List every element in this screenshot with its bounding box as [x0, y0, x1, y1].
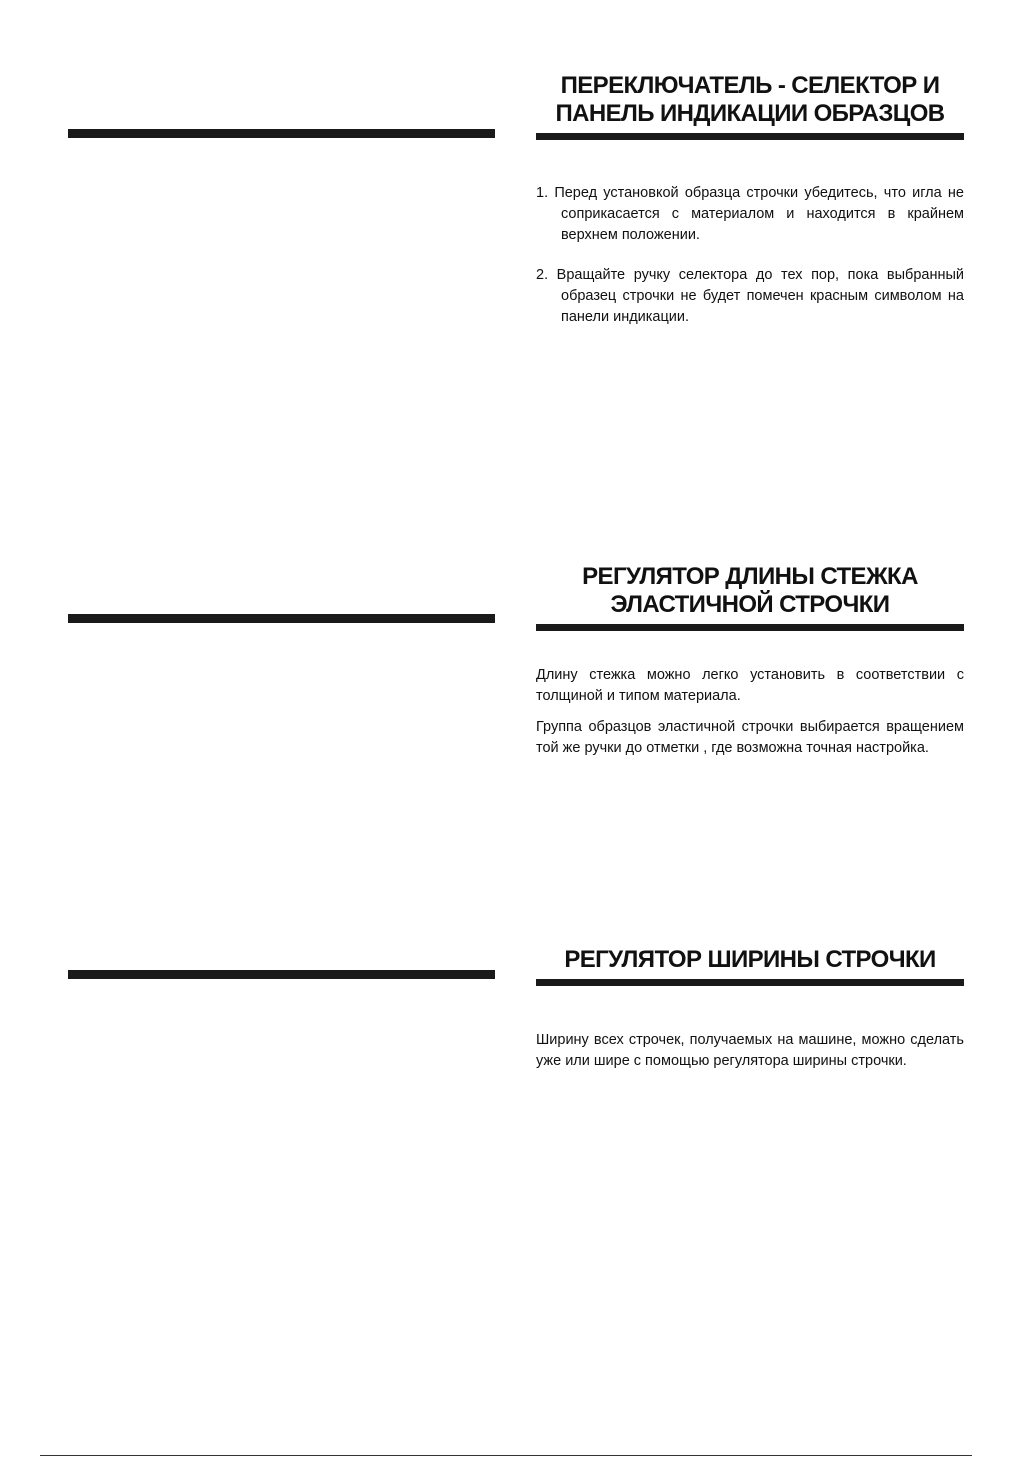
section-heading: [536, 946, 964, 986]
page-bottom-rule: [40, 1455, 972, 1456]
section-stitch-length: [536, 563, 964, 759]
left-column-rule-3: [68, 970, 495, 979]
heading-line: ПАНЕЛЬ ИНДИКАЦИИ ОБРАЗЦОВ: [555, 100, 945, 127]
section-heading: [536, 563, 964, 631]
body-paragraph: Группа образцов эластичной строчки выбирается вращением той же ручки до отметки , где возможна точная настройка.: [536, 719, 964, 756]
instruction-item: 1. Перед установкой образца строчки убедитесь, что игла не соприкасается с материалом и находится в крайнем верхнем положении.: [536, 185, 964, 243]
left-column-rule-2: [68, 614, 495, 623]
left-column-rule-1: [68, 129, 495, 138]
heading-line: РЕГУЛЯТОР ДЛИНЫ СТЕЖКА: [582, 563, 918, 590]
section-heading: [536, 72, 964, 140]
heading-line: ЭЛАСТИЧНОЙ СТРОЧКИ: [610, 591, 890, 618]
body-paragraph: Ширину всех строчек, получаемых на машине, можно сделать уже или шире с помощью регулятора ширины строчки.: [536, 1032, 964, 1069]
instruction-item: 2. Вращайте ручку селектора до тех пор, пока выбранный образец строчки не будет помечен красным символом на панели индикации.: [536, 267, 964, 325]
heading-line: ПЕРЕКЛЮЧАТЕЛЬ - СЕЛЕКТОР И: [560, 72, 940, 99]
section-stitch-width: [536, 946, 964, 1072]
body-paragraph: Длину стежка можно легко установить в соответствии с толщиной и типом материала.: [536, 667, 964, 704]
section-selector-panel: [536, 72, 964, 328]
heading-line: РЕГУЛЯТОР ШИРИНЫ СТРОЧКИ: [564, 946, 936, 973]
